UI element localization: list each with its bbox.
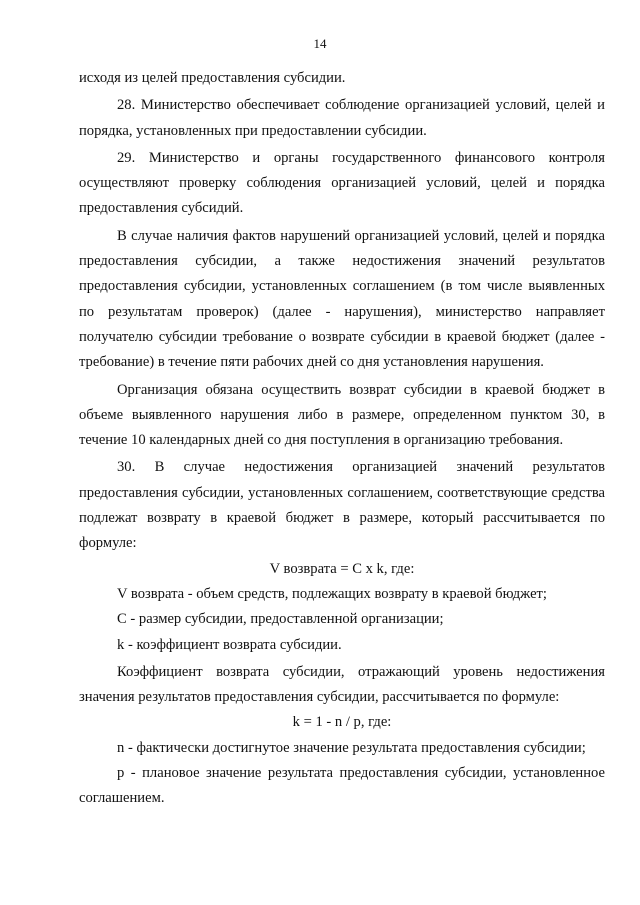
- paragraph-coefficient: Коэффициент возврата субсидии, отражающий уровень недостижения значения результатов предоставления субсидии, рассчитывается по формуле:: [79, 663, 605, 706]
- definition-p: p - плановое значение результата предоставления субсидии, установленное соглашением.: [79, 765, 605, 807]
- paragraph-item-28: 28. Министерство обеспечивает соблюдение организацией условий, целей и порядка, установленных при предоставлении субсидии.: [79, 97, 605, 139]
- paragraph-item-29: 29. Министерство и органы государственного финансового контроля осуществляют проверку соблюдения организацией условий, целей и порядка предоставления субсидий.: [79, 149, 605, 217]
- paragraph-item-30: 30. В случае недостижения организацией значений результатов предоставления субсидии, установленных соглашением, соответствующие средства подлежат возврату в краевой бюджет в размере, который рассчитывается по формуле:: [79, 459, 605, 552]
- paragraph-continuation: исходя из целей предоставления субсидии.: [79, 70, 346, 86]
- definition-v-return: V возврата - объем средств, подлежащих возврату в краевой бюджет;: [117, 585, 547, 602]
- page-number: 14: [313, 36, 327, 51]
- formula-v-return: V возврата = C x k, где:: [269, 560, 415, 577]
- paragraph-return-obligation: Организация обязана осуществить возврат субсидии в краевой бюджет в объеме выявленного нарушения либо в размере, определенном пунктом 30, в течение 10 календарных дней со дня поступления в организацию требования.: [79, 381, 605, 449]
- document-body: [79, 66, 605, 812]
- formula-k: k = 1 - n / p, где:: [292, 714, 392, 731]
- paragraph-violations: В случае наличия фактов нарушений организацией условий, целей и порядка предоставления субсидии, а также недостижения значений результатов предоставления субсидии, установленных соглашением (в том числе выявленных по результатам проверок) (далее - нарушения), министерство направляет получателю субсидии требование о возврате субсидии в краевой бюджет (далее - требование) в течение пяти рабочих дней со дня установления нарушения.: [79, 227, 605, 371]
- definition-n: n - фактически достигнутое значение результата предоставления субсидии;: [117, 739, 586, 756]
- definition-k: k - коэффициент возврата субсидии.: [117, 636, 342, 653]
- definition-c: C - размер субсидии, предоставленной организации;: [117, 611, 444, 628]
